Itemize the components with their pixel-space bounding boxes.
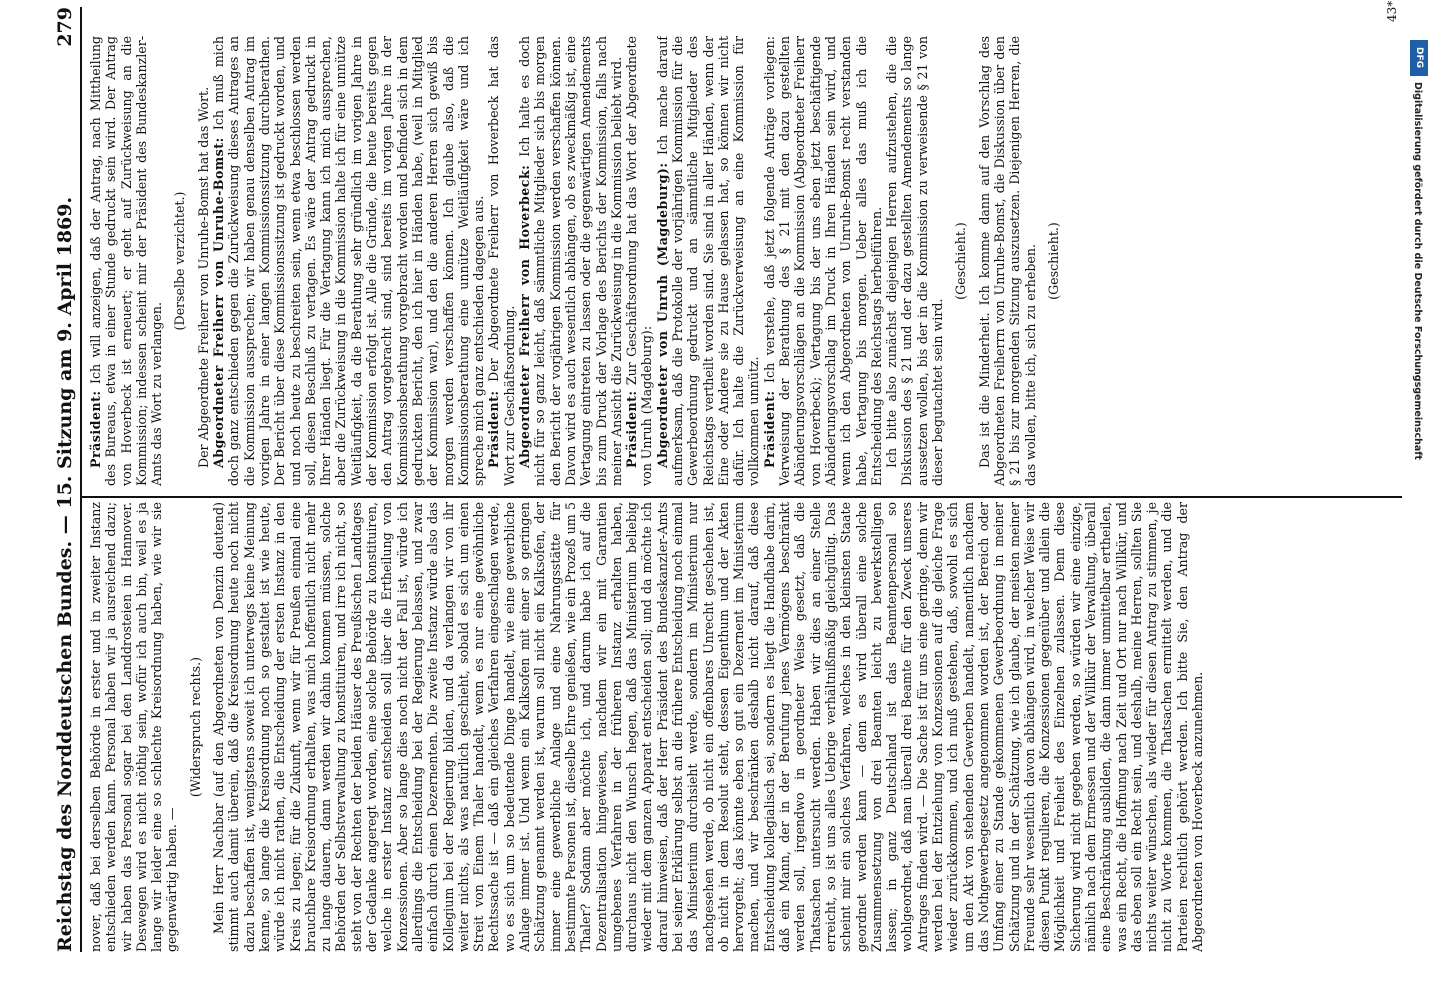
speech-text: Ich mache darauf aufmerksam, daß die Protokolle der vorjährigen Kommission für die Gewerbeordnung gedruckt und an sämmtliche Mitglieder des Reichstags vertheilt worden sind. Sie sind in aller Händen, wenn der Eine oder Andere sie zu Hause gelassen hat, so können wir nicht dafür. Ich halte die Zurückverweisung an eine Kommission für vollkommen unnütz.	[654, 36, 762, 486]
speaker-name: Präsident:	[88, 390, 103, 468]
left-paragraph: (Widerspruch rechts.)	[187, 656, 203, 798]
speech-paragraph	[486, 36, 517, 486]
speech-paragraph	[884, 36, 945, 486]
speech-paragraph	[655, 36, 762, 486]
stage-direction: (Derselbe verzichtet.)	[172, 191, 188, 331]
running-header	[50, 7, 80, 952]
speech-text: Der Abgeordnete Freiherr von Unruhe-Bomst hat das Wort.	[195, 86, 211, 468]
speech-text: Ich halte es doch nicht für so ganz leicht, daß sämmtliche Mitglieder sich bis morgen den Bericht der vorjährigen Kommission werden verschaffen können. Davon wird es auch wesentlich abhängen, ob es zweckmäßig ist, eine Vertagung eintreten zu lassen oder die gegenwärtigen Amendements bis zum Druck der Vorlage des Berichts der Kommission, falls nach meiner Ansicht die Zurückweisung in die Kommission beliebt wird.	[517, 36, 624, 486]
speech-text: Der Abgeordnete Freiherr von Hoverbeck hat das Wort zur Geschäftsordnung.	[486, 36, 517, 486]
speech-text: Ich will anzeigen, daß der Antrag, nach Mittheilung des Bureaus, etwa in einer Stunde gedruckt sein wird. Der Antrag von Hoverbeck ist erneuert; er geht auf Zurückweisung an die Kommission; indessen scheint mir der Präsident des Bundeskanzler-Amts das Wort zu verlangen.	[88, 36, 165, 486]
column-divider	[82, 496, 1402, 498]
speaker-name: Präsident:	[624, 390, 640, 468]
stage-direction: (Geschieht.)	[1045, 222, 1061, 300]
speaker-name: Abgeordneter Freiherr von Unruhe-Bomst:	[211, 137, 227, 468]
speech-paragraph	[88, 36, 164, 486]
dfg-logo-badge: DFG	[1410, 40, 1428, 76]
left-paragraph: nover, daß bei derselben Behörde in erster und in zweiter Instanz entschieden werden kann. Personal haben wir ja ausreichend dazu; wir haben das Personal sogar bei den Landdrosteien in Hannover. Deswegen wird es nicht nöthig sein, wofür ich auch bin, weil es ja lange wir leider eine so schlechte Kreisordnung haben, wie wir sie gegenwärtig haben. —	[88, 502, 180, 952]
right-column	[88, 36, 1398, 486]
speech-text: Ich muß mich doch ganz entschieden gegen die Zurückweisung dieses Antrages an die Kommission aussprechen; wir haben genau denselben Antrag im vorigen Jahre in einer langen Kommissionssitzung durchberathen. Der Bericht über diese Kommissionssitzung ist gedruckt worden, und und noch heute zu beschreiten sein, wenn etwa beschlossen werden soll, diesen Beschluß zu vertagen. Es wäre der Antrag gedruckt in Ihrer Händen liegt. Für die Vertagung kann ich mich aussprechen, aber die Zurückweisung in die Kommission halte ich für eine unnütze Weitläufigkeit, da die Berathung sehr gründlich im vorigen Jahre in der Kommission erfolgt ist. Alle die Gründe, die heute bereits gegen den Antrag vorgebracht sind, sind bereits im vorigen Jahre in der Kommissionsberathung vorgebracht worden und befinden sich in dem gedruckten Bericht, den ich hier in Händen habe, (weil in Mitglied der Kommission war), und den die anderen Herren sich gewiß bis morgen werden verschaffen können. Ich glaube also, daß die Kommissionsberathung eine unnütze Weitläufigkeit wäre und ich spreche mich ganz entschieden dagegen aus.	[211, 36, 487, 486]
speech-paragraph	[196, 36, 211, 486]
header-title: Reichstag des Norddeutschen Bundes. — 15. Sitzung am 9. April 1869.	[54, 196, 76, 952]
page-number: 279	[54, 7, 76, 47]
speech-paragraph	[211, 36, 486, 486]
speaker-name: Präsident:	[761, 390, 777, 468]
stage-direction: (Geschieht.)	[953, 222, 969, 300]
left-paragraph: Mein Herr Nachbar (auf den Abgeordneten von Denzin deutend) stimmt auch damit überein, daß die Kreisordnung heute noch nicht dazu beschaffen ist, wenigstens soweit ich unterwegs keine Meinung kenne, so lange die Kreisordnung noch so gestaltet ist wie heute, würde ich nicht rathen, die Entscheidung der ersten Instanz in den Kreis zu legen; für die Zukunft, wenn wir für Preußen einmal eine brauchbare Kreisordnung erhalten, was mich hoffentlich nicht mehr zu lange dauern, dann werden wir dahin kommen müssen, solche Behörden der Selbstverwaltung zu konstituiren, und irre ich nicht, so steht von der Rechten der beiden Häuser des Preußischen Landtages der Gedanke angeregt worden, eine solche Behörde zu konstituiren, welche in erster Instanz entscheiden soll über die Ertheilung von Konzessionen. Aber so lange dies noch nicht der Fall ist, würde ich allerdings die Entscheidung bei der Regierung belassen, und zwar einfach durch einen Dezernenten. Die zweite Instanz würde also das Kollegium bei der Regierung bilden, und da verlangen wir von ihr weiter nichts, als was natürlich geschieht, sobald es sich um einen Streit von Einem Thaler handelt, wenn es nur eine gewöhnliche Rechtssache ist — daß ein gleiches Verfahren eingeschlagen werde, wo es sich um so bedeutende Dinge handelt, wie eine gewerbliche Anlage immer ist. Und wenn ein Kalksofen mit einer so geringen Schätzung genannt werden ist, warum soll nicht ein Kalksofen, der immer eine gewerbliche Anlage und eine Nahrungsstätte für bestimmte Personen ist, dieselbe Ehre genießen, wie ein Prozeß um 5 Thaler? Sodann aber möchte ich, und darum habe ich auf die Dezentralisation hingewiesen, nachdem wir ein mit Garantien umgebenes Verfahren in der früheren Instanz erhalten haben, durchaus nicht den Wunsch hegen, daß das Ministerium beliebig wieder mit dem ganzen Apparat entscheiden soll; und da möchte ich darauf hinweisen, daß der Herr Präsident des Bundeskanzler-Amts bei seiner Erklärung selbst an die frühere Entscheidung noch einmal das Ministerium durchsieht werde, sondern im Ministerium nur nachgesehen werde, ob nicht ein offenbares Unrecht geschehen ist, ob nicht in dem Resolut steht, dessen Eigenthum und der Akten hervorgeht; das könnte eben so gut ein Dezernent im Ministerium machen, und wir beschränken deshalb nicht darauf, daß diese Entscheidung kollegialisch sei, sondern es liegt die Handhabe darin, daß ein Mann, der in der Berufung jenes Vermögens beschränkt werden soll, irgendwo in geordneter Weise gesetzt, daß die Thatsachen untersucht werden. Haben wir dies an einer Stelle erreicht, so ist uns alles Uebrige verhältnißmäßig gleichgültig. Das scheint mir ein solches Verfahren, welches in den kleinsten Staate geordnet werden kann — denn es wird überall eine solche Zusammensetzung von drei Beamten leicht zu bewerkstelligen lassen; in ganz Deutschland ist das Beamtenpersonal so wohlgeordnet, daß man überall drei Beamte für den Zweck unseres Antrages finden wird. — Die Sache ist für uns eine geringe, denn wir werden bei der Entziehung von Konzessionen auf die gleiche Frage wieder zurückkommen, und ich muß gestehen, daß, sowohl es sich um den Akt von stehenden Gewerben handelt, namentlich nachdem das Nothgewerbegesetz angenommen worden ist, der Bereich oder Umfang einer zu Stande gekommenen Gewerbeordnung in meiner Schätzung und in der Schätzung, wie ich glaube, der meisten meiner Freunde sehr wesentlich davon abhängen wird, in welcher Weise wir diesen Punkt regulieren, die Konzessionen gegenüber und allein die Möglichkeit und Freiheit des Einzelnen zulassen. Denn diese Sicherung wird nicht gegeben werden, so würden wir eine einzige, nämlich nach dem Ermessen und der Willkür der Verwaltung, überall eine Beschränkung ausbilden, die dann immer unmittelbar ertheilen, was ein Recht, die Hoffnung nach Zeit und Ort nur nach Willkür, und das eben soll ein Recht sein, und deshalb, meine Herren, sollten Sie nichts weiter wünschen, als wieder für diesen Antrag zu stimmen, je nicht zu Worte kommen, die Thatsachen ermittelt werden, und die Parteien rechtlich gehört werden. Ich bitte Sie, den Antrag der Abgeordneten von Hoverbeck anzunehmen.	[211, 502, 1206, 952]
left-column	[88, 502, 1398, 952]
digitization-sidebar	[1410, 40, 1430, 960]
document-page	[50, 0, 1410, 952]
speaker-name: Abgeordneter Freiherr von Hoverbeck:	[517, 164, 533, 468]
speech-text: Ich verstehe, daß jetzt folgende Anträge vorliegen: Verweisung der Berathung des § 21 mit den dazu gestellten Abänderungsvorschlägen an die Kommission (Abgeordneter Freiherr von Hoverbeck); Vertagung bis der uns eben jetzt beschäftigende Abänderungsvorschlag im Druck in Ihren Händen sein wird, und wenn ich den Abgeordneten von Unruhe-Bomst recht verstanden habe, Vertagung bis morgen. Ueber alles das muß ich die Entscheidung des Reichstags herbeiführen.	[761, 36, 884, 486]
funding-note: Digitalisierung gefördert durch die Deutsche Forschungsgemeinschaft	[1412, 82, 1423, 460]
signature-mark: 43*	[1385, 0, 1399, 22]
speaker-name: Präsident:	[486, 390, 502, 468]
speech-paragraph	[517, 36, 624, 486]
speaker-name: Abgeordneter von Unruh (Magdeburg):	[654, 162, 670, 468]
speech-paragraph	[762, 36, 884, 486]
speech-paragraph	[977, 36, 1038, 486]
speech-text: Ich bitte also zunächst diejenigen Herren aufzustehen, die die Diskussion des § 21 und der dazu gestellten Amendements so lange aussetzen wollen, bis der in die Kommission zu verweisende § 21 von dieser begutachtet sein wird.	[884, 36, 946, 486]
header-rule	[80, 7, 82, 952]
speech-text: Das ist die Minderheit. Ich komme dann auf den Vorschlag des Abgeordneten Freiherrn von Unruhe-Bomst, die Diskussion über den § 21 bis zur morgenden Sitzung auszusetzen. Diejenigen Herren, die das wollen, bitte ich, sich zu erheben.	[976, 36, 1038, 486]
speech-text: Zur Geschäftsordnung hat das Wort der Abgeordnete von Unruh (Magdeburg):	[624, 36, 655, 486]
speech-paragraph	[624, 36, 655, 486]
